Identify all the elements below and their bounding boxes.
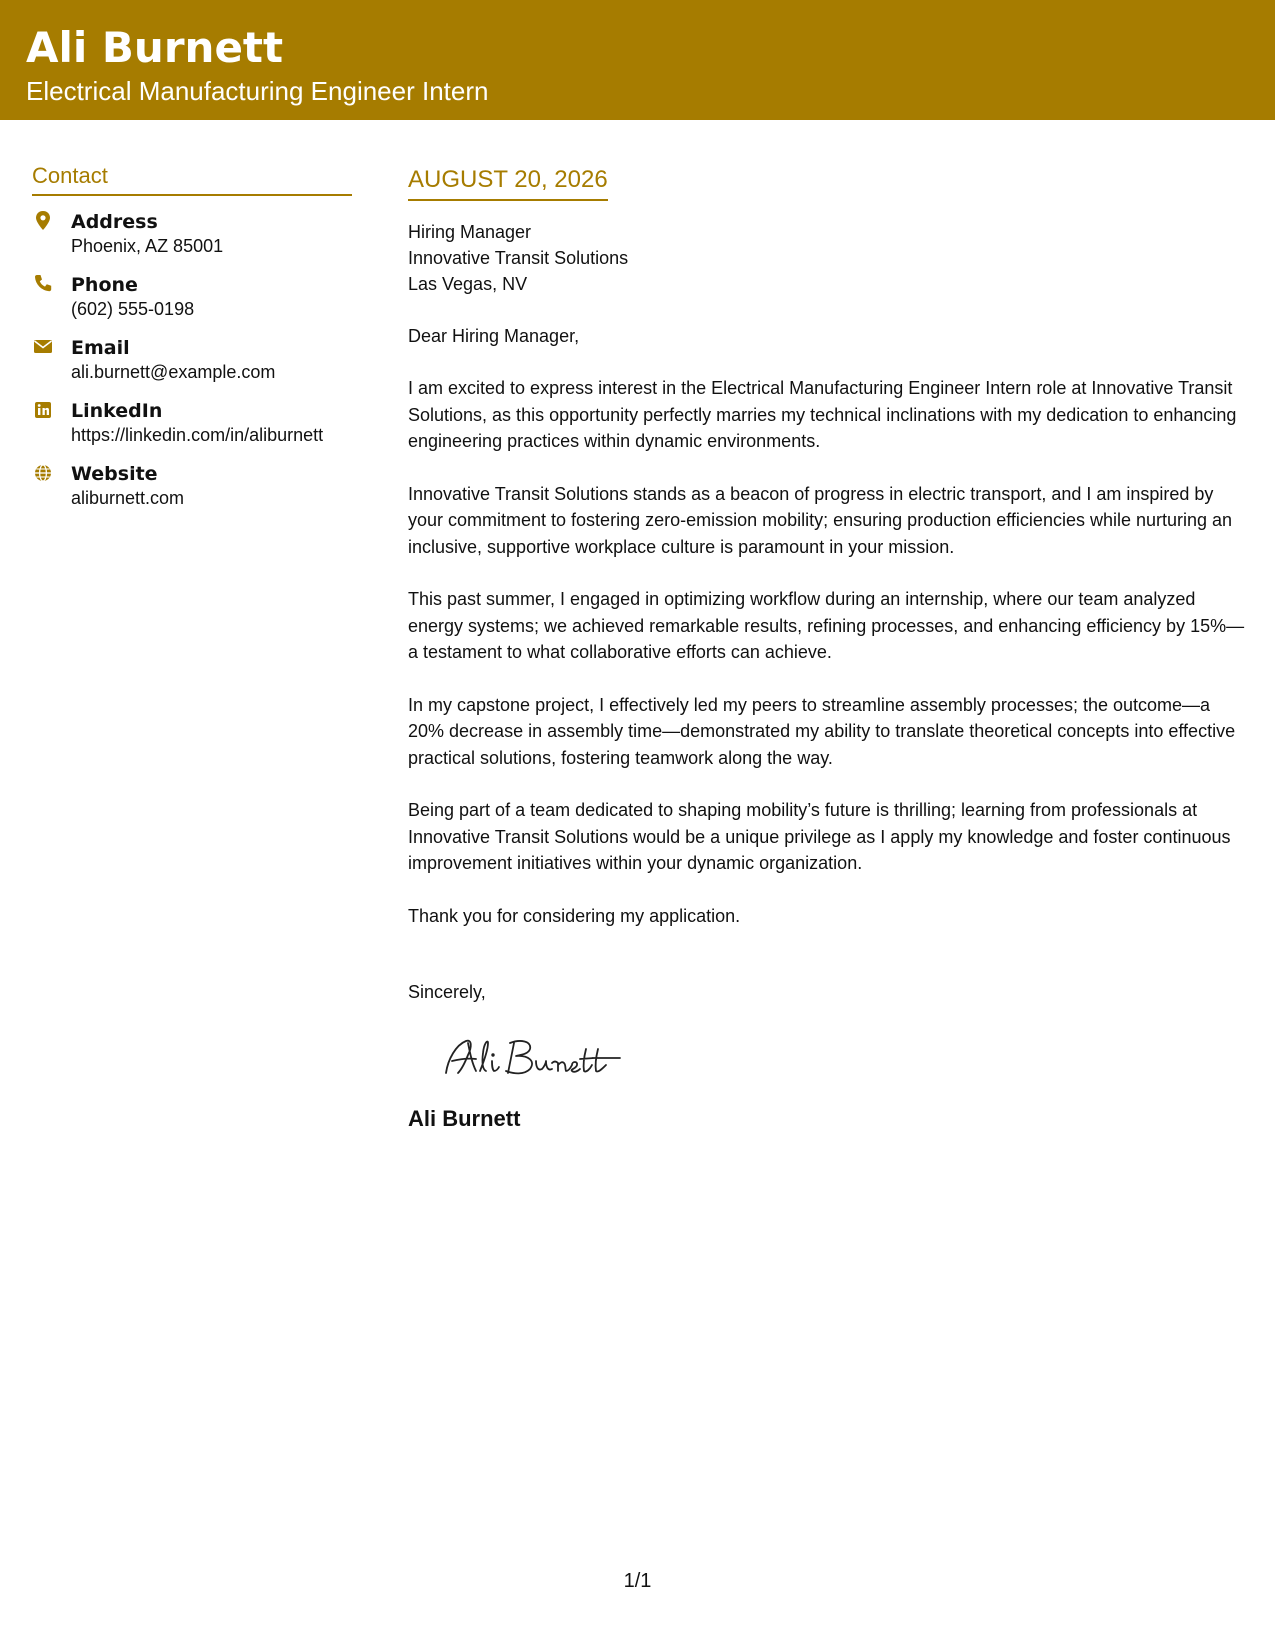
contact-value: Phoenix, AZ 85001 <box>71 236 224 256</box>
contact-value: ali.burnett@example.com <box>71 362 276 382</box>
letter-body <box>408 164 1248 1133</box>
letter-paragraph: In my capstone project, I effectively led my peers to streamline assembly processes; the outcome—a 20% decrease in assembly time—demonstrated my ability to translate theoretical concepts into effective practical solutions, fostering teamwork along the way. <box>408 694 1236 768</box>
closing: Sincerely, <box>408 982 486 1002</box>
page-number: 1/1 <box>623 1570 652 1592</box>
globe-icon <box>33 462 53 484</box>
contact-sidebar <box>32 160 352 525</box>
phone-icon <box>33 273 53 295</box>
map-pin-icon <box>33 210 53 232</box>
letter-paragraph: This past summer, I engaged in optimizing workflow during an internship, where our team analyzed energy systems; we achieved remarkable results, refining processes, and enhancing efficiency by 15%—a testament to what collaborative efforts can achieve. <box>408 589 1245 662</box>
recipient-line: Las Vegas, NV <box>408 274 528 294</box>
contact-value: (602) 555-0198 <box>71 299 195 319</box>
recipient-block <box>408 219 1248 297</box>
letter-paragraph: Innovative Transit Solutions stands as a beacon of progress in electric transport, and I am inspired by your commitment to fostering zero-emission mobility; ensuring production efficiencies while nurturing an inclusive, supportive workplace culture is paramount in your mission. <box>408 483 1233 557</box>
handwritten-signature <box>438 1025 658 1085</box>
contact-label: Website <box>71 463 158 485</box>
contact-label: LinkedIn <box>71 400 163 422</box>
contact-item-phone <box>32 273 352 322</box>
letter-date: AUGUST 20, 2026 <box>408 164 608 201</box>
signer-name: Ali Burnett <box>408 1106 521 1131</box>
applicant-name: Ali Burnett <box>26 23 284 72</box>
contact-item-email <box>32 336 352 385</box>
applicant-role: Electrical Manufacturing Engineer Intern <box>26 76 489 106</box>
letter-paragraph: Thank you for considering my application. <box>408 905 741 926</box>
header-banner <box>0 0 1275 120</box>
linkedin-icon <box>33 399 53 421</box>
letter-paragraph: I am excited to express interest in the Electrical Manufacturing Engineer Intern role at Innovative Transit Solutions, as this opportunity perfectly marries my technical inclinations with my dedication to enhancing engineering practices within dynamic environments. <box>408 378 1237 451</box>
letter-paragraph: Being part of a team dedicated to shaping mobility’s future is thrilling; learning from professionals at Innovative Transit Solutions would be a unique privilege as I apply my knowledge and foster continuous improvement initiatives within your dynamic organization. <box>408 800 1231 873</box>
contact-value: aliburnett.com <box>71 488 185 508</box>
contact-label: Phone <box>71 274 138 296</box>
contact-label: Email <box>71 337 130 359</box>
envelope-icon <box>33 336 53 358</box>
recipient-line: Hiring Manager <box>408 222 532 242</box>
contact-value: https://linkedin.com/in/aliburnett <box>71 425 324 445</box>
contact-item-address <box>32 210 352 259</box>
recipient-line: Innovative Transit Solutions <box>408 248 629 268</box>
contact-section-title: Contact <box>32 160 352 196</box>
contact-item-website <box>32 462 352 511</box>
greeting: Dear Hiring Manager, <box>408 326 580 346</box>
contact-label: Address <box>71 211 158 233</box>
contact-item-linkedin <box>32 399 352 448</box>
